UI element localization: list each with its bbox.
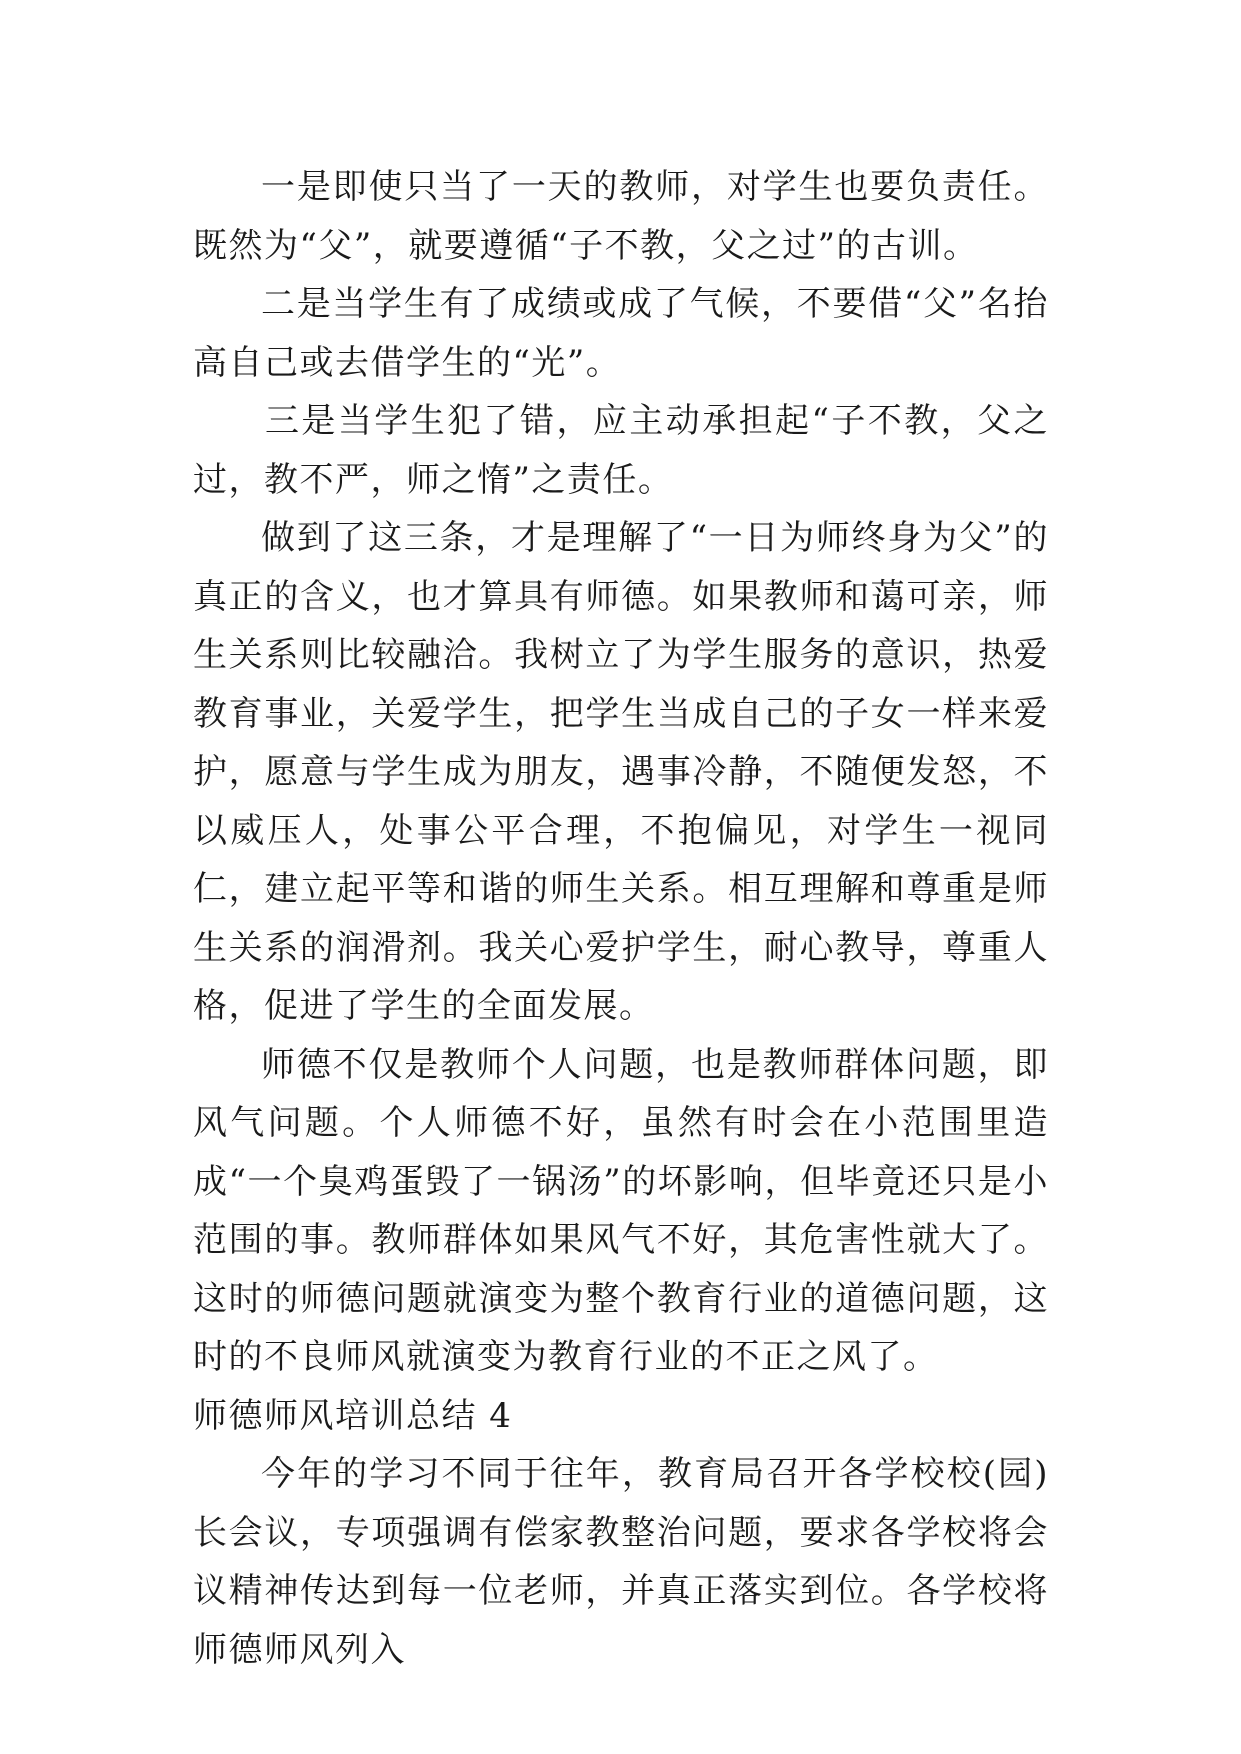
paragraph-4: 做到了这三条，才是理解了“一日为师终身为父”的真正的含义，也才算具有师德。如果教师和蔼可亲，师生关系则比较融洽。我树立了为学生服务的意识，热爱教育事业，关爱学生，把学生当成自己的子女一样来爱护，愿意与学生成为朋友，遇事冷静，不随便发怒，不以威压人，处事公平合理，不抱偏见，对学生一视同仁，建立起平等和谐的师生关系。相互理解和尊重是师生关系的润滑剂。我关心爱护学生，耐心教导，尊重人格，促进了学生的全面发展。 (193, 518, 1049, 1026)
paragraph-5: 师德不仅是教师个人问题，也是教师群体问题，即风气问题。个人师德不好，虽然有时会在小范围里造成“一个臭鸡蛋毁了一锅汤”的坏影响，但毕竟还只是小范围的事。教师群体如果风气不好，其危害性就大了。这时的师德问题就演变为整个教育行业的道德问题，这时的不良师风就演变为教育行业的不正之风了。 (193, 1044, 1049, 1377)
paragraph-3: 三是当学生犯了错，应主动承担起“子不教，父之过，教不严，师之惰”之责任。 (193, 401, 1049, 500)
paragraph-2: 二是当学生有了成绩或成了气候，不要借“父”名抬高自己或去借学生的“光”。 (193, 284, 1049, 383)
section-heading: 师德师风培训总结 4 (193, 1395, 513, 1436)
document-body (193, 158, 1049, 1679)
paragraph-1: 一是即使只当了一天的教师，对学生也要负责任。既然为“父”，就要遵循“子不教，父之过”的古训。 (193, 167, 1049, 266)
paragraph-6: 今年的学习不同于往年，教育局召开各学校校(园)长会议，专项强调有偿家教整治问题，要求各学校将会议精神传达到每一位老师，并真正落实到位。各学校将师德师风列入 (193, 1454, 1049, 1670)
